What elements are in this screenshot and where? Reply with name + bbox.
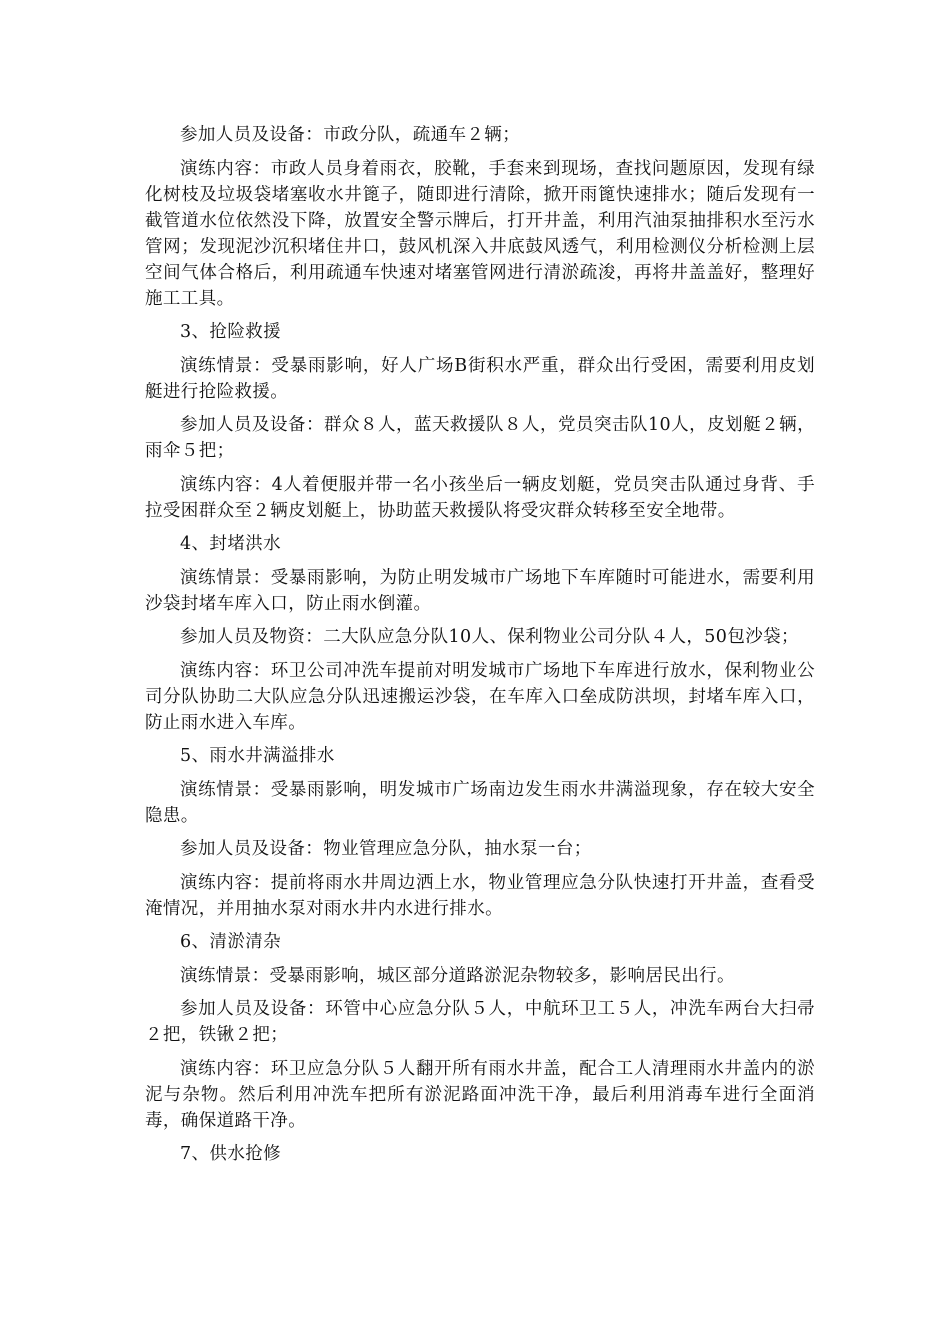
section-heading-flood-block: 4、封堵洪水 [180,534,282,554]
section-heading-water-repair: 7、供水抢修 [180,1144,282,1164]
paragraph-content-silt-cleaning: 演练内容：环卫应急分队５人翻开所有雨水井盖，配合工人清理雨水井盖内的淤泥与杂物。然后利用冲洗车把所有淤泥路面冲洗干净，最后利用消毒车进行全面消毒，确保道路干净。 [145,1058,815,1131]
paragraph-content-well-overflow: 演练内容：提前将雨水井周边洒上水，物业管理应急分队快速打开井盖，查看受淹情况，并用抽水泵对雨水井内水进行排水。 [145,872,815,919]
paragraph-scenario-silt-cleaning: 演练情景：受暴雨影响，城区部分道路淤泥杂物较多，影响居民出行。 [180,965,735,986]
paragraph-scenario-flood-block: 演练情景：受暴雨影响，为防止明发城市广场地下车库随时可能进水，需要利用沙袋封堵车库入口，防止雨水倒灌。 [145,567,815,614]
section-heading-well-overflow: 5、雨水井满溢排水 [180,746,335,766]
paragraph-scenario-well-overflow: 演练情景：受暴雨影响，明发城市广场南边发生雨水井满溢现象，存在较大安全隐患。 [145,779,815,826]
section-heading-silt-cleaning: 6、清淤清杂 [180,932,282,952]
paragraph-content-rescue: 演练内容：4人着便服并带一名小孩坐后一辆皮划艇，党员突击队通过身背、手拉受困群众至２辆皮划艇上，协助蓝天救援队将受灾群众转移至安全地带。 [145,474,815,521]
paragraph-participants-flood-block: 参加人员及物资：二大队应急分队10人、保利物业公司分队４人，50包沙袋； [180,627,799,647]
paragraph-participants-well-overflow: 参加人员及设备：物业管理应急分队，抽水泵一台； [180,839,592,859]
paragraph-content-flood-block: 演练内容：环卫公司冲洗车提前对明发城市广场地下车库进行放水，保利物业公司分队协助二大队应急分队迅速搬运沙袋，在车库入口垒成防洪坝，封堵车库入口，防止雨水进入车库。 [145,660,815,733]
paragraph-participants-rescue: 参加人员及设备：群众８人，蓝天救援队８人，党员突击队10人，皮划艇２辆，雨伞５把； [145,415,815,461]
paragraph-scenario-rescue: 演练情景：受暴雨影响，好人广场B街积水严重，群众出行受困，需要利用皮划艇进行抢险救援。 [145,355,815,402]
paragraph-participants-silt-cleaning: 参加人员及设备：环管中心应急分队５人，中航环卫工５人，冲洗车两台大扫帚２把，铁锹２把； [145,999,815,1045]
paragraph-participants-municipal: 参加人员及设备：市政分队，疏通车２辆； [180,125,521,145]
paragraph-content-municipal: 演练内容：市政人员身着雨衣，胶靴，手套来到现场，查找问题原因，发现有绿化树枝及垃圾袋堵塞收水井篦子，随即进行清除，掀开雨篦快速排水；随后发现有一截管道水位依然没下降，放置安全警示牌后，打开井盖，利用汽油泵抽排积水至污水管网；发现泥沙沉积堵住井口，鼓风机深入井底鼓风透气，利用检测仪分析检测上层空间气体合格后，利用疏通车快速对堵塞管网进行清淤疏浚，再将井盖盖好，整理好施工工具。 [145,158,815,309]
section-heading-rescue: 3、抢险救援 [180,322,282,342]
